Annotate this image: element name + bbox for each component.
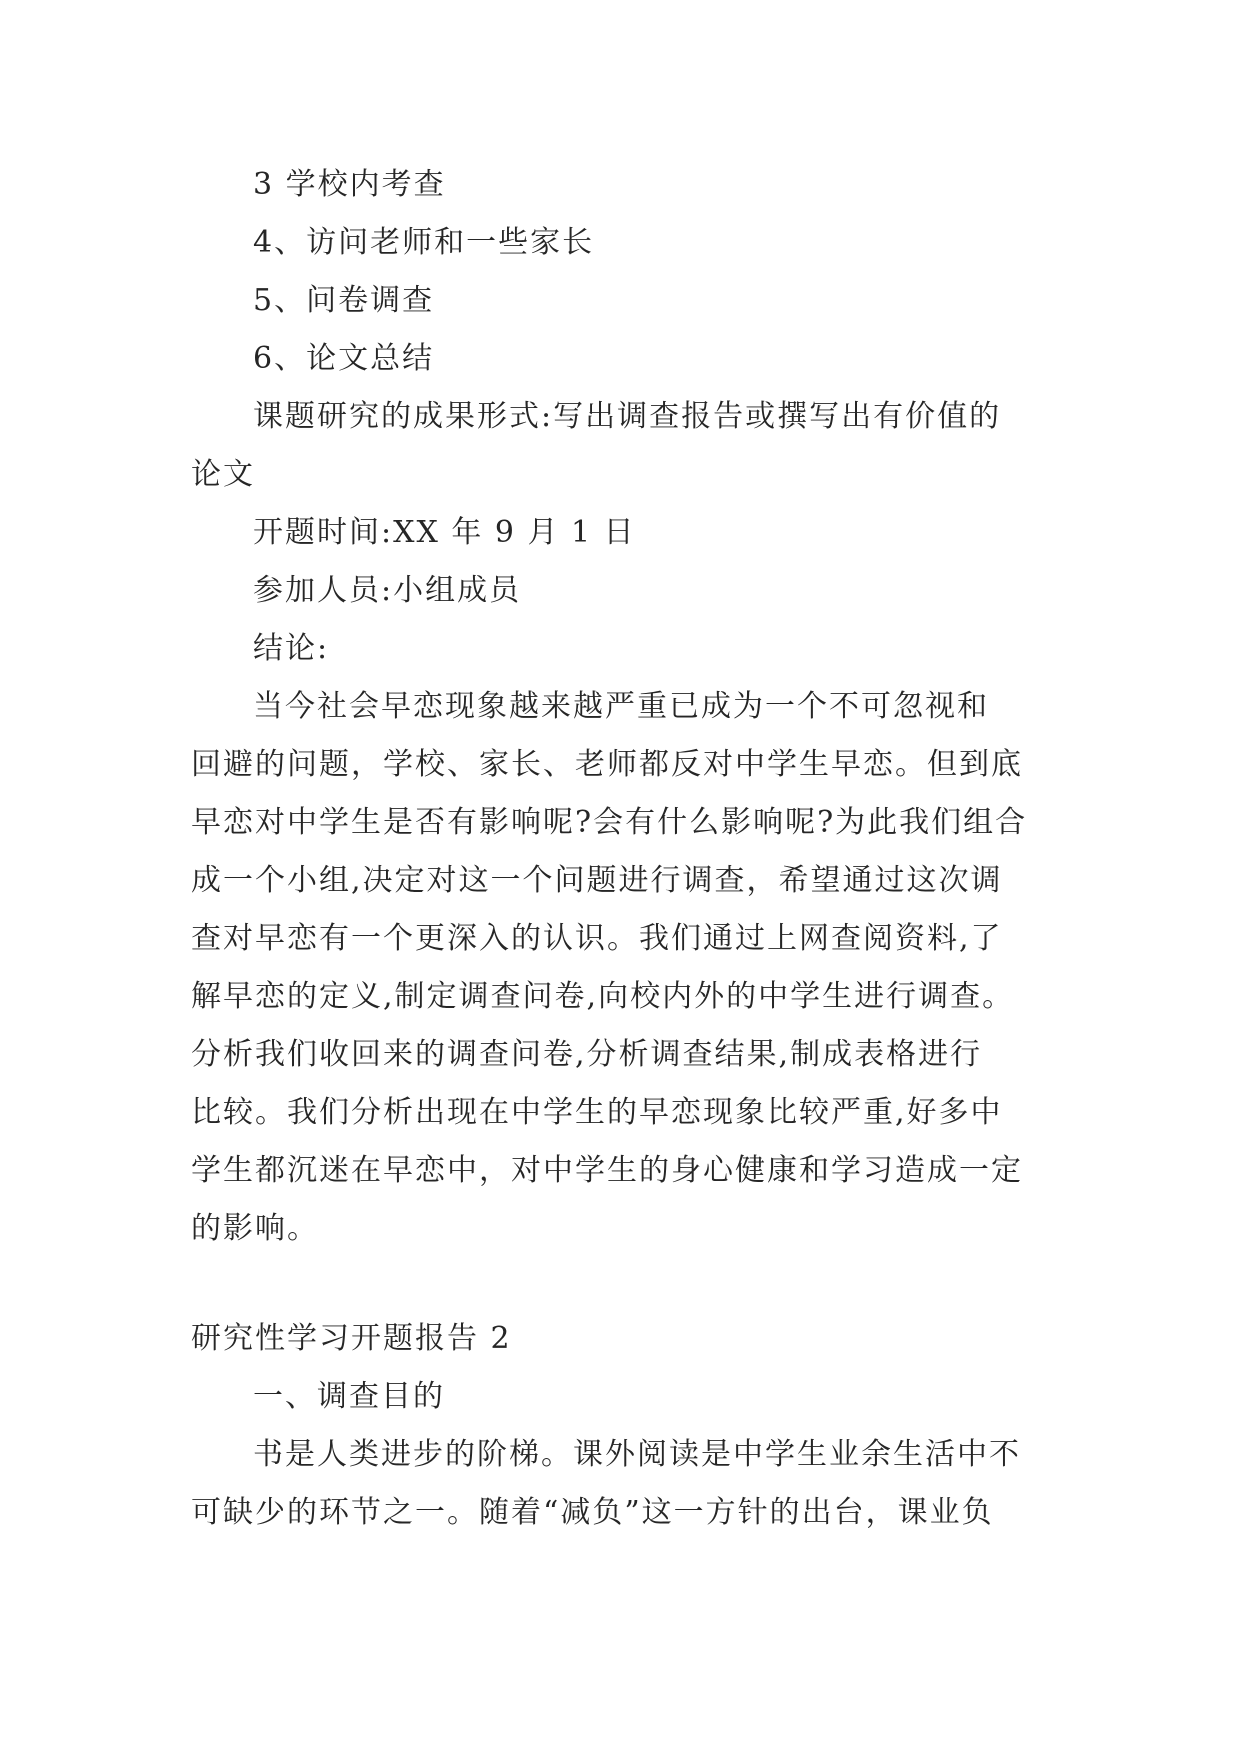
text-line: 3 学校内考查 [253,167,446,202]
text-line: 书是人类进步的阶梯。课外阅读是中学生业余生活中不 [253,1437,1021,1472]
text-line: 6、论文总结 [253,341,435,376]
text-line: 成一个小组,决定对这一个问题进行调查，希望通过这次调 [191,863,1003,898]
section-heading: 研究性学习开题报告 2 [191,1321,512,1356]
text-line: 回避的问题，学校、家长、老师都反对中学生早恋。但到底 [191,747,1023,782]
text-line: 一、调查目的 [253,1379,445,1414]
text-line: 开题时间:XX 年 9 月 1 日 [253,515,636,550]
text-line: 4、访问老师和一些家长 [253,225,595,260]
text-line: 解早恋的定义,制定调查问卷,向校内外的中学生进行调查。 [191,979,1015,1014]
text-line: 课题研究的成果形式:写出调查报告或撰写出有价值的 [253,399,1002,434]
text-line: 可缺少的环节之一。随着“减负”这一方针的出台，课业负 [191,1495,994,1530]
text-line: 5、问卷调查 [253,283,435,318]
text-line: 的影响。 [191,1211,319,1246]
text-line: 查对早恋有一个更深入的认识。我们通过上网查阅资料,了 [191,921,1003,956]
text-line: 比较。我们分析出现在中学生的早恋现象比较严重,好多中 [191,1095,1003,1130]
text-line: 分析我们收回来的调查问卷,分析调查结果,制成表格进行 [191,1037,983,1072]
text-line: 学生都沉迷在早恋中，对中学生的身心健康和学习造成一定 [191,1153,1023,1188]
text-line: 当今社会早恋现象越来越严重已成为一个不可忽视和 [253,689,989,724]
text-line: 参加人员:小组成员 [253,573,522,608]
text-line: 早恋对中学生是否有影响呢?会有什么影响呢?为此我们组合 [191,805,1028,840]
text-line: 论文 [191,457,255,492]
text-line: 结论: [253,631,330,666]
